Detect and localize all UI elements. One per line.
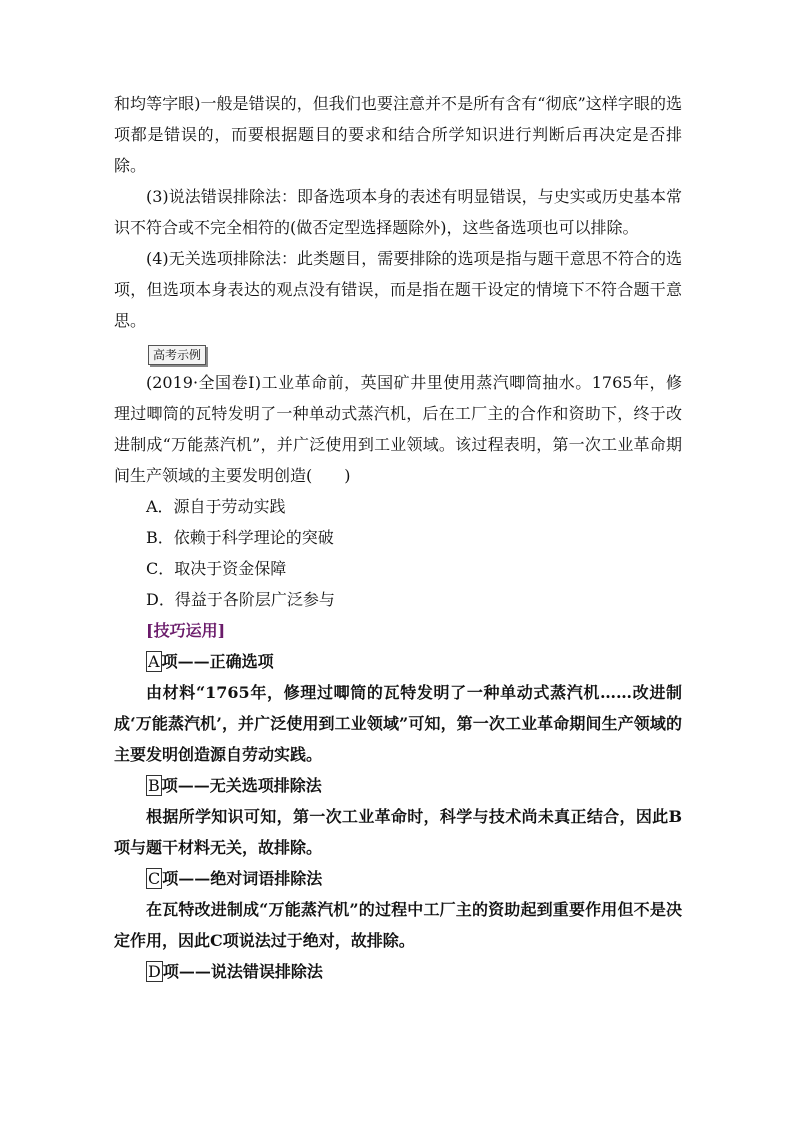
analysis-b-body: 根据所学知识可知，第一次工业革命时，科学与技术尚未真正结合，因此B项与题干材料无关，故排除。 [114, 807, 682, 857]
analysis-c-body: 在瓦特改进制成“万能蒸汽机”的过程中工厂主的资助起到重要作用但不是决定作用，因此C项说法过于绝对，故排除。 [114, 900, 682, 950]
analysis-d-letter: D [148, 962, 161, 981]
option-c: C．取决于资金保障 [146, 559, 287, 578]
exam-example-badge-row [114, 336, 682, 367]
option-a: A．源自于劳动实践 [146, 497, 286, 516]
analysis-c-heading: C 项——绝对词语排除法 [148, 869, 323, 888]
question-stem: (2019·全国卷Ⅰ)工业革命前，英国矿井里使用蒸汽唧筒抽水。1765年，修理过唧筒的瓦特发明了一种单动式蒸汽机，后在工厂主的合作和资助下，终于改进制成“万能蒸汽机”，并广泛使用到工业领域。该过程表明，第一次工业革命期间生产领域的主要发明创造( ) [114, 373, 682, 485]
analysis-a-heading: A 项——正确选项 [148, 652, 274, 671]
exam-example-badge: 高考示例 [148, 345, 206, 365]
skill-application-tag: [技巧运用] [146, 621, 226, 640]
option-b: B．依赖于科学理论的突破 [146, 528, 334, 547]
analysis-d-heading: D 项——说法错误排除法 [148, 962, 323, 981]
paragraph-continuation: 和均等字眼)一般是错误的，但我们也要注意并不是所有含有“彻底”这样字眼的选项都是错误的，而要根据题目的要求和结合所学知识进行判断后再决定是否排除。 [114, 94, 682, 175]
analysis-b-letter: B [148, 776, 160, 795]
option-d: D．得益于各阶层广泛参与 [146, 590, 335, 609]
analysis-a-letter: A [148, 652, 160, 671]
paragraph-method-4: (4)无关选项排除法：此类题目，需要排除的选项是指与题干意思不符合的选项，但选项本身表达的观点没有错误，而是指在题干设定的情境下不符合题干意思。 [114, 249, 682, 330]
document-content [114, 88, 682, 987]
analysis-a-body: 由材料“1765年，修理过唧筒的瓦特发明了一种单动式蒸汽机……改进制成‘万能蒸汽机’，并广泛使用到工业领域”可知，第一次工业革命期间生产领域的主要发明创造源自劳动实践。 [114, 683, 682, 764]
paragraph-method-3: (3)说法错误排除法：即备选项本身的表述有明显错误，与史实或历史基本常识不符合或不完全相符的(做否定型选择题除外)，这些备选项也可以排除。 [114, 187, 682, 237]
analysis-b-heading: B 项——无关选项排除法 [148, 776, 322, 795]
analysis-c-letter: C [148, 869, 161, 888]
